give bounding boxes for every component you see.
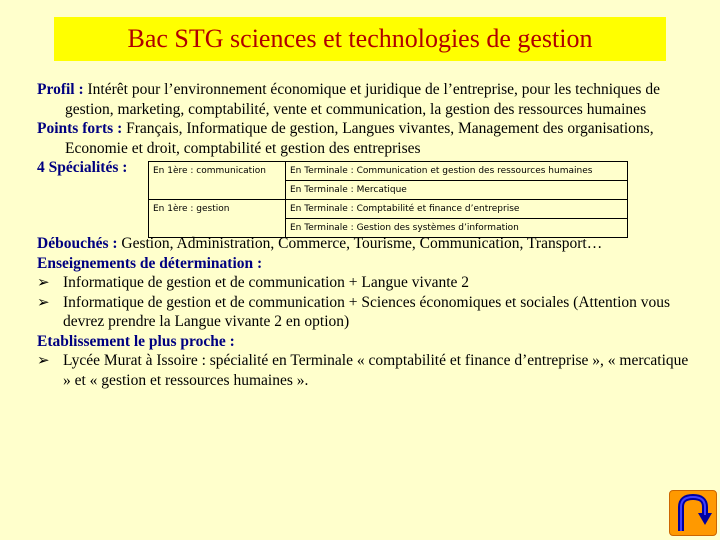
list-item-text: Informatique de gestion et de communication + Sciences économiques et sociales (Attention vous devrez prendre la Langue vivante 2 en option) [63,293,671,330]
list-item [37,273,697,293]
profil-text: Intérêt pour l’environnement économique et juridique de l’entreprise, pour les techniques de gestion, marketing, comptabilité, vente et communication, la gestion des ressources humaines [65,81,660,118]
table-cell: En Terminale : Communication et gestion des ressources humaines [286,162,628,181]
u-turn-return-icon [670,491,716,535]
table-cell: En Terminale : Comptabilité et finance d’entreprise [286,200,628,219]
etablissement-label: Etablissement le plus proche : [37,332,235,350]
specialites-section [37,158,697,234]
points-forts-label: Points forts : [37,120,123,137]
list-item-text: Informatique de gestion et de communication + Langue vivante 2 [63,274,470,291]
arrow-bullet-icon: ➢ [37,273,50,291]
arrow-bullet-icon: ➢ [37,351,50,369]
debouches-text: Gestion, Administration, Commerce, Tourisme, Communication, Transport… [121,235,603,252]
table-row [149,200,628,219]
table-cell: En Terminale : Mercatique [286,181,628,200]
points-forts-paragraph [37,119,697,158]
slide-title: Bac STG sciences et technologies de gestion [127,24,593,53]
slide-content [37,80,697,390]
title-bar [54,17,666,61]
profil-paragraph [37,80,697,119]
list-item [37,293,697,332]
return-button[interactable] [669,490,717,536]
specialites-label: 4 Spécialités : [37,159,128,176]
table-cell: En 1ère : communication [149,162,286,200]
debouches-label: Débouchés : [37,235,118,252]
table-cell: En Terminale : Gestion des systèmes d’information [286,219,628,238]
table-cell: En 1ère : gestion [149,200,286,238]
arrow-bullet-icon: ➢ [37,292,50,311]
list-item-text: Lycée Murat à Issoire : spécialité en Terminale « comptabilité et finance d’entreprise », « mercatique » et « gestion et ressources humaines ». [63,352,689,389]
specialites-table [148,161,628,238]
profil-label: Profil : [37,81,84,98]
points-forts-text: Français, Informatique de gestion, Langues vivantes, Management des organisations, Economie et droit, comptabilité et gestion des entreprises [65,120,654,157]
list-item [37,351,697,390]
enseignements-label: Enseignements de détermination : [37,254,263,272]
table-row [149,162,628,181]
